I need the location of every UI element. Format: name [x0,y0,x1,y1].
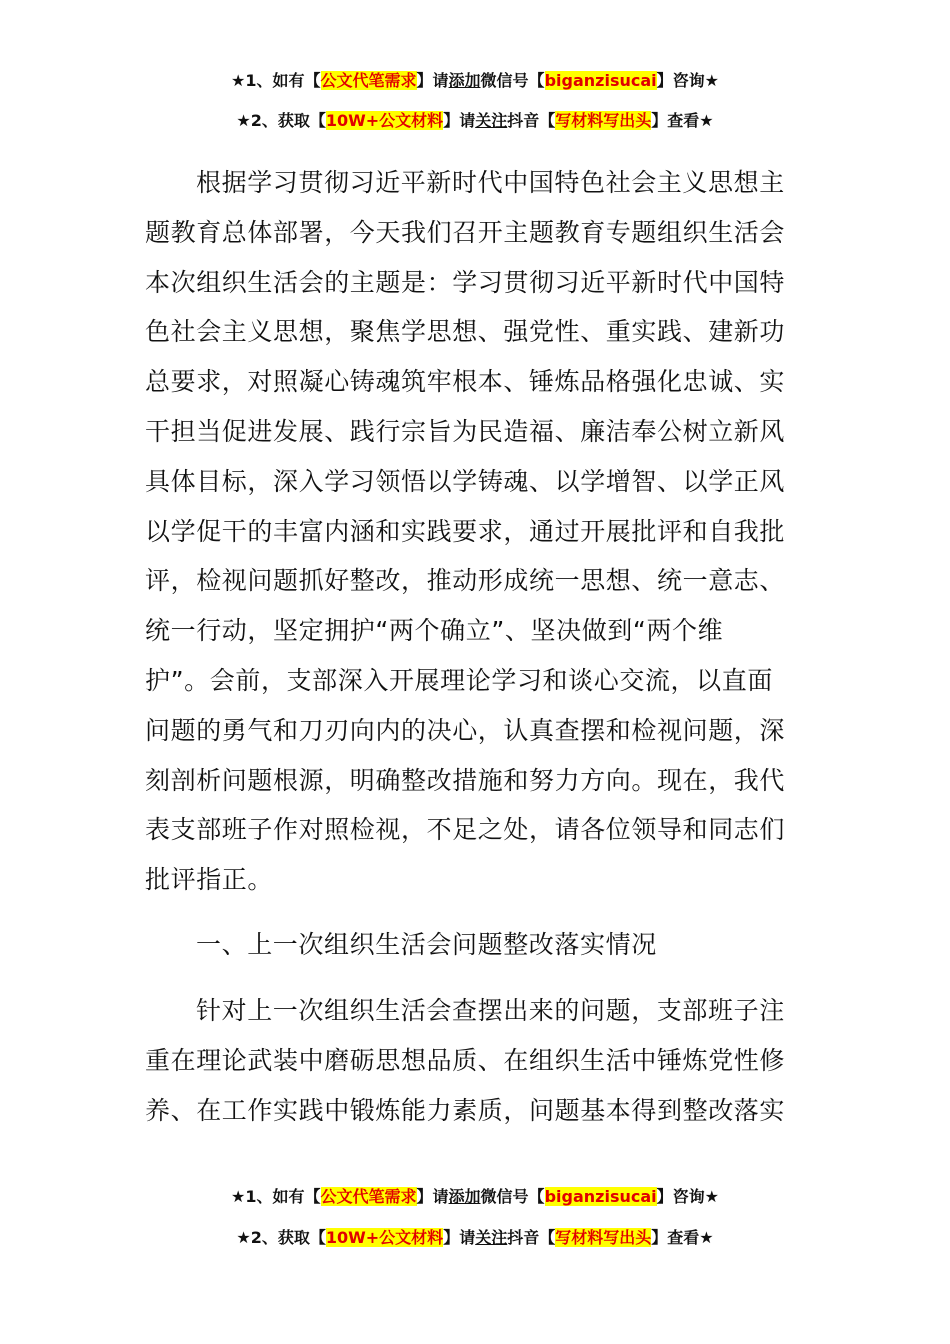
paragraph1-line: 问题的勇气和刀刃向内的决心，认真查摆和检视问题，深 [145,715,786,745]
paragraph1-line: 评，检视问题抓好整改，推动形成统一思想、统一意志、 [145,566,786,596]
paragraph1-line: 以学促干的丰富内涵和实践要求，通过开展批评和自我批 [145,516,786,546]
header-line2-mid1: 】请 [443,111,476,130]
footer-line1-highlight-service: 公文代笔需求 [320,1187,417,1206]
footer-line1-suffix: 】咨询★ [656,1187,719,1206]
footer-line1-prefix: ★1、如有【 [231,1187,321,1206]
header-line2-underline: 关注 [475,111,508,130]
paragraph1-line: 干担当促进发展、践行宗旨为民造福、廉洁奉公树立新风 [145,416,786,446]
header-line2-highlight-materials: 10W+公文材料 [325,111,444,130]
paragraph1-line: 刻剖析问题根源，明确整改措施和努力方向。现在，我代 [145,765,786,795]
header-line1-prefix: ★1、如有【 [231,71,321,90]
header-line1-mid2: 微信号【 [480,71,545,90]
paragraph2-line: 养、在工作实践中锻炼能力素质，问题基本得到整改落实 [145,1095,786,1125]
footer-line2-prefix: ★2、获取【 [236,1228,326,1247]
header-line2-highlight-douyin: 写材料写出头 [555,111,652,130]
paragraph2-line: 重在理论武装中磨砺思想品质、在组织生活中锤炼党性修 [145,1045,786,1075]
paragraph1-line: 护”。会前，支部深入开展理论学习和谈心交流，以直面 [145,665,773,695]
header-notice-line-2 [0,110,950,132]
paragraph2-line: 针对上一次组织生活会查摆出来的问题，支部班子注 [196,996,785,1025]
header-line1-mid1: 】请 [416,71,449,90]
paragraph1-line: 统一行动，坚定拥护“两个确立”、坚决做到“两个维 [145,616,724,646]
section-heading-1 [145,920,815,970]
footer-line1-underline: 添加 [448,1187,481,1206]
footer-line1-highlight-wechat: biganzisucai [544,1187,657,1206]
body-paragraph-2 [145,986,815,1135]
footer-line2-suffix: 】查看★ [651,1228,714,1247]
paragraph1-line: 具体目标，深入学习领悟以学铸魂、以学增智、以学正风 [145,466,786,496]
header-line1-underline: 添加 [448,71,481,90]
footer-notice-line-1 [0,1186,950,1208]
paragraph1-line: 表支部班子作对照检视，不足之处，请各位领导和同志们 [145,815,786,845]
paragraph1-line: 总要求，对照凝心铸魂筑牢根本、锤炼品格强化忠诚、实 [145,367,786,397]
paragraph1-line: 批评指正。 [145,865,274,895]
body-paragraph-1 [145,158,815,905]
footer-line1-mid2: 微信号【 [480,1187,545,1206]
section-heading-text: 一、上一次组织生活会问题整改落实情况 [196,930,657,959]
header-line2-suffix: 】查看★ [651,111,714,130]
header-line2-mid2: 抖音【 [507,111,556,130]
footer-line2-mid2: 抖音【 [507,1228,556,1247]
paragraph1-line: 本次组织生活会的主题是：学习贯彻习近平新时代中国特 [145,267,786,297]
footer-notice-line-2 [0,1227,950,1249]
header-line1-highlight-service: 公文代笔需求 [320,71,417,90]
paragraph1-line: 色社会主义思想，聚焦学思想、强党性、重实践、建新功 [145,317,786,347]
header-line1-suffix: 】咨询★ [656,71,719,90]
header-line2-prefix: ★2、获取【 [236,111,326,130]
paragraph1-line: 题教育总体部署，今天我们召开主题教育专题组织生活会 [145,217,786,247]
footer-line1-mid1: 】请 [416,1187,449,1206]
footer-line2-underline: 关注 [475,1228,508,1247]
footer-line2-highlight-materials: 10W+公文材料 [325,1228,444,1247]
footer-line2-mid1: 】请 [443,1228,476,1247]
header-line1-highlight-wechat: biganzisucai [544,71,657,90]
footer-line2-highlight-douyin: 写材料写出头 [555,1228,652,1247]
paragraph1-line: 根据学习贯彻习近平新时代中国特色社会主义思想主 [196,168,785,197]
header-notice-line-1 [0,70,950,92]
